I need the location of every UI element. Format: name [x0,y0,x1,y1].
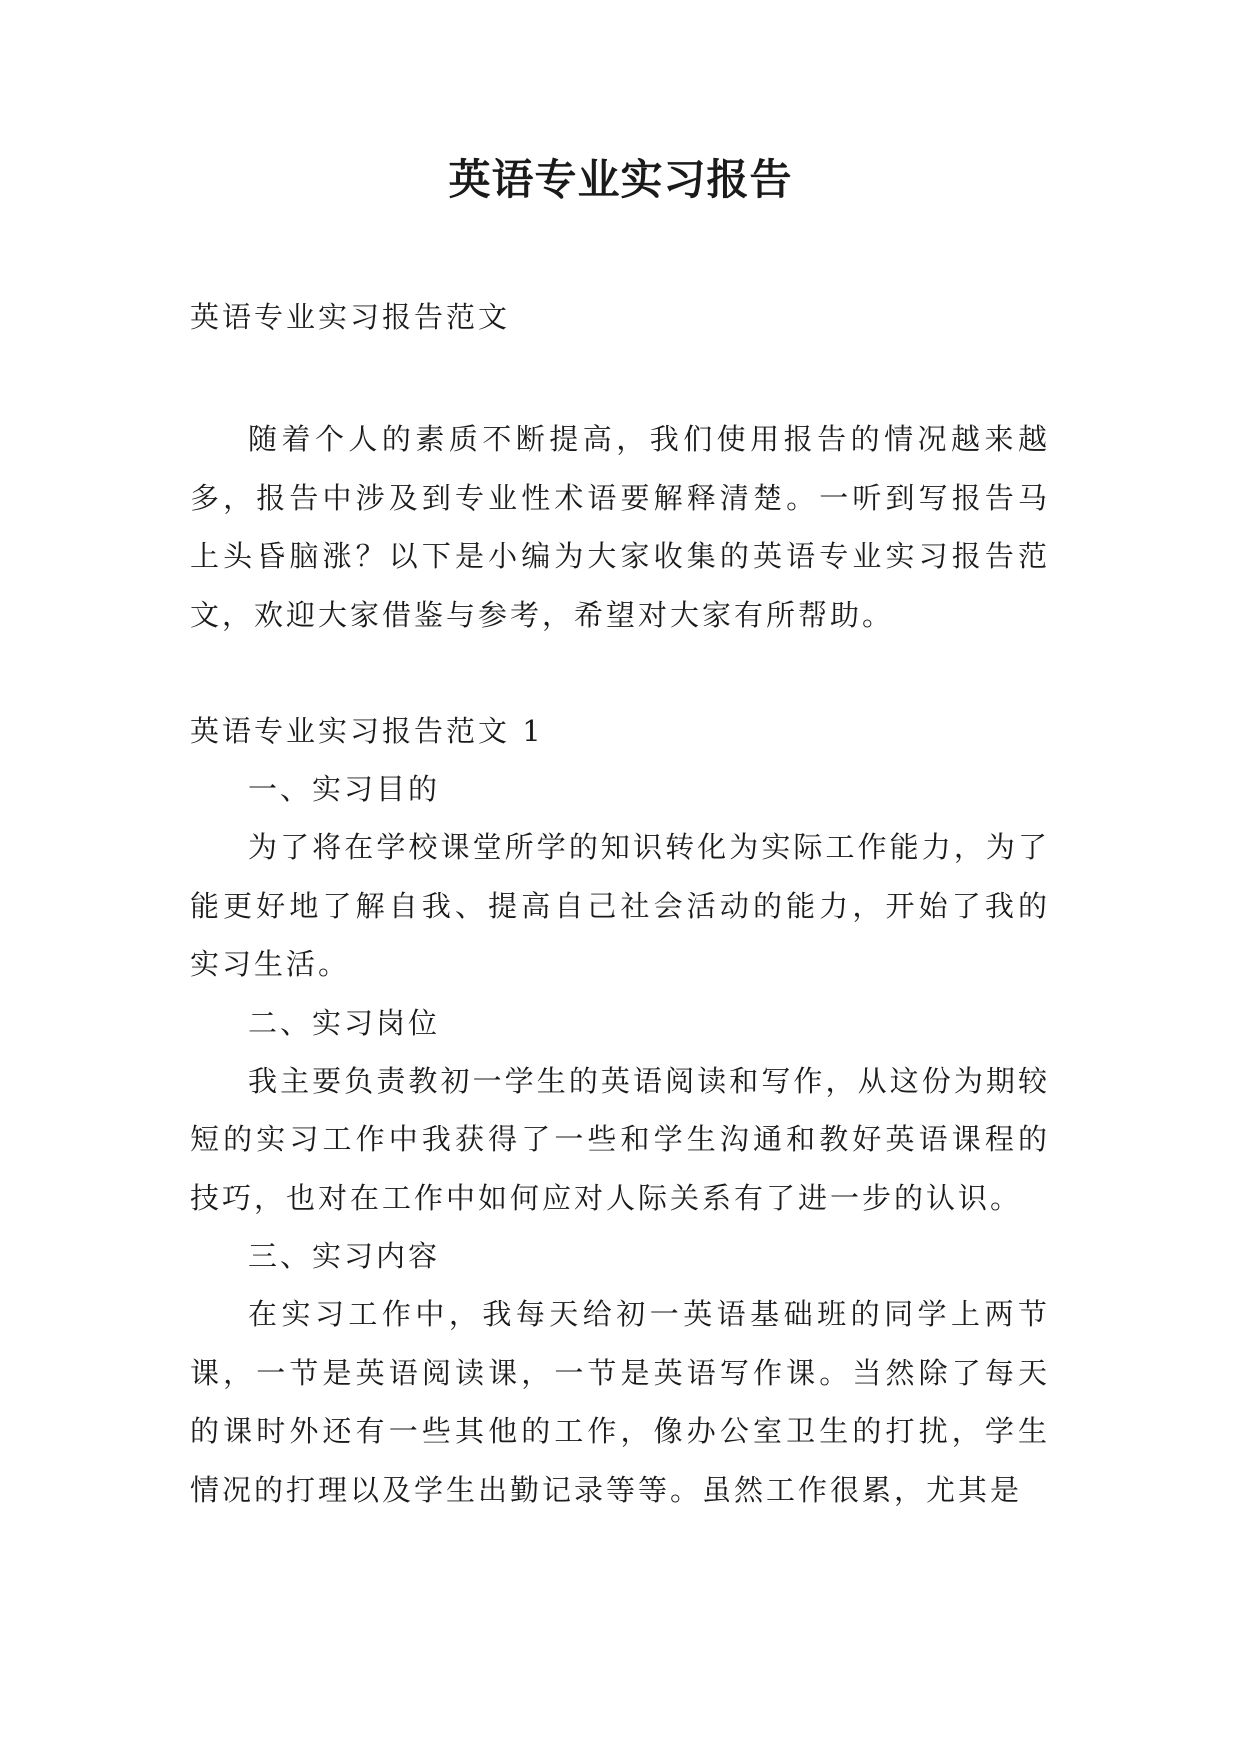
section-paragraph: 我主要负责教初一学生的英语阅读和写作，从这份为期较短的实习工作中我获得了一些和学生沟通和教好英语课程的技巧，也对在工作中如何应对人际关系有了进一步的认识。 [190,1063,1050,1215]
section-paragraph: 在实习工作中，我每天给初一英语基础班的同学上两节课，一节是英语阅读课，一节是英语写作课。当然除了每天的课时外还有一些其他的工作，像办公室卫生的打扰，学生情况的打理以及学生出勤记录等等。虽然工作很累，尤其是 [190,1297,1050,1507]
section-heading: 三、实习内容 [248,1239,441,1273]
section-heading: 二、实习岗位 [248,1005,441,1040]
document-subtitle: 英语专业实习报告范文 [190,300,511,334]
document-body [190,288,1050,1519]
intro-paragraph: 随着个人的素质不断提高，我们使用报告的情况越来越多，报告中涉及到专业性术语要解释清楚。一听到写报告马上头昏脑涨？以下是小编为大家收集的英语专业实习报告范文，欢迎大家借鉴与参考，希望对大家有所帮助。 [190,422,1050,632]
section-paragraph: 为了将在学校课堂所学的知识转化为实际工作能力，为了能更好地了解自我、提高自己社会活动的能力，开始了我的实习生活。 [190,830,1050,981]
section-heading: 一、实习目的 [248,772,441,806]
document-title: 英语专业实习报告 [448,155,793,204]
section-title: 英语专业实习报告范文 1 [190,714,544,748]
